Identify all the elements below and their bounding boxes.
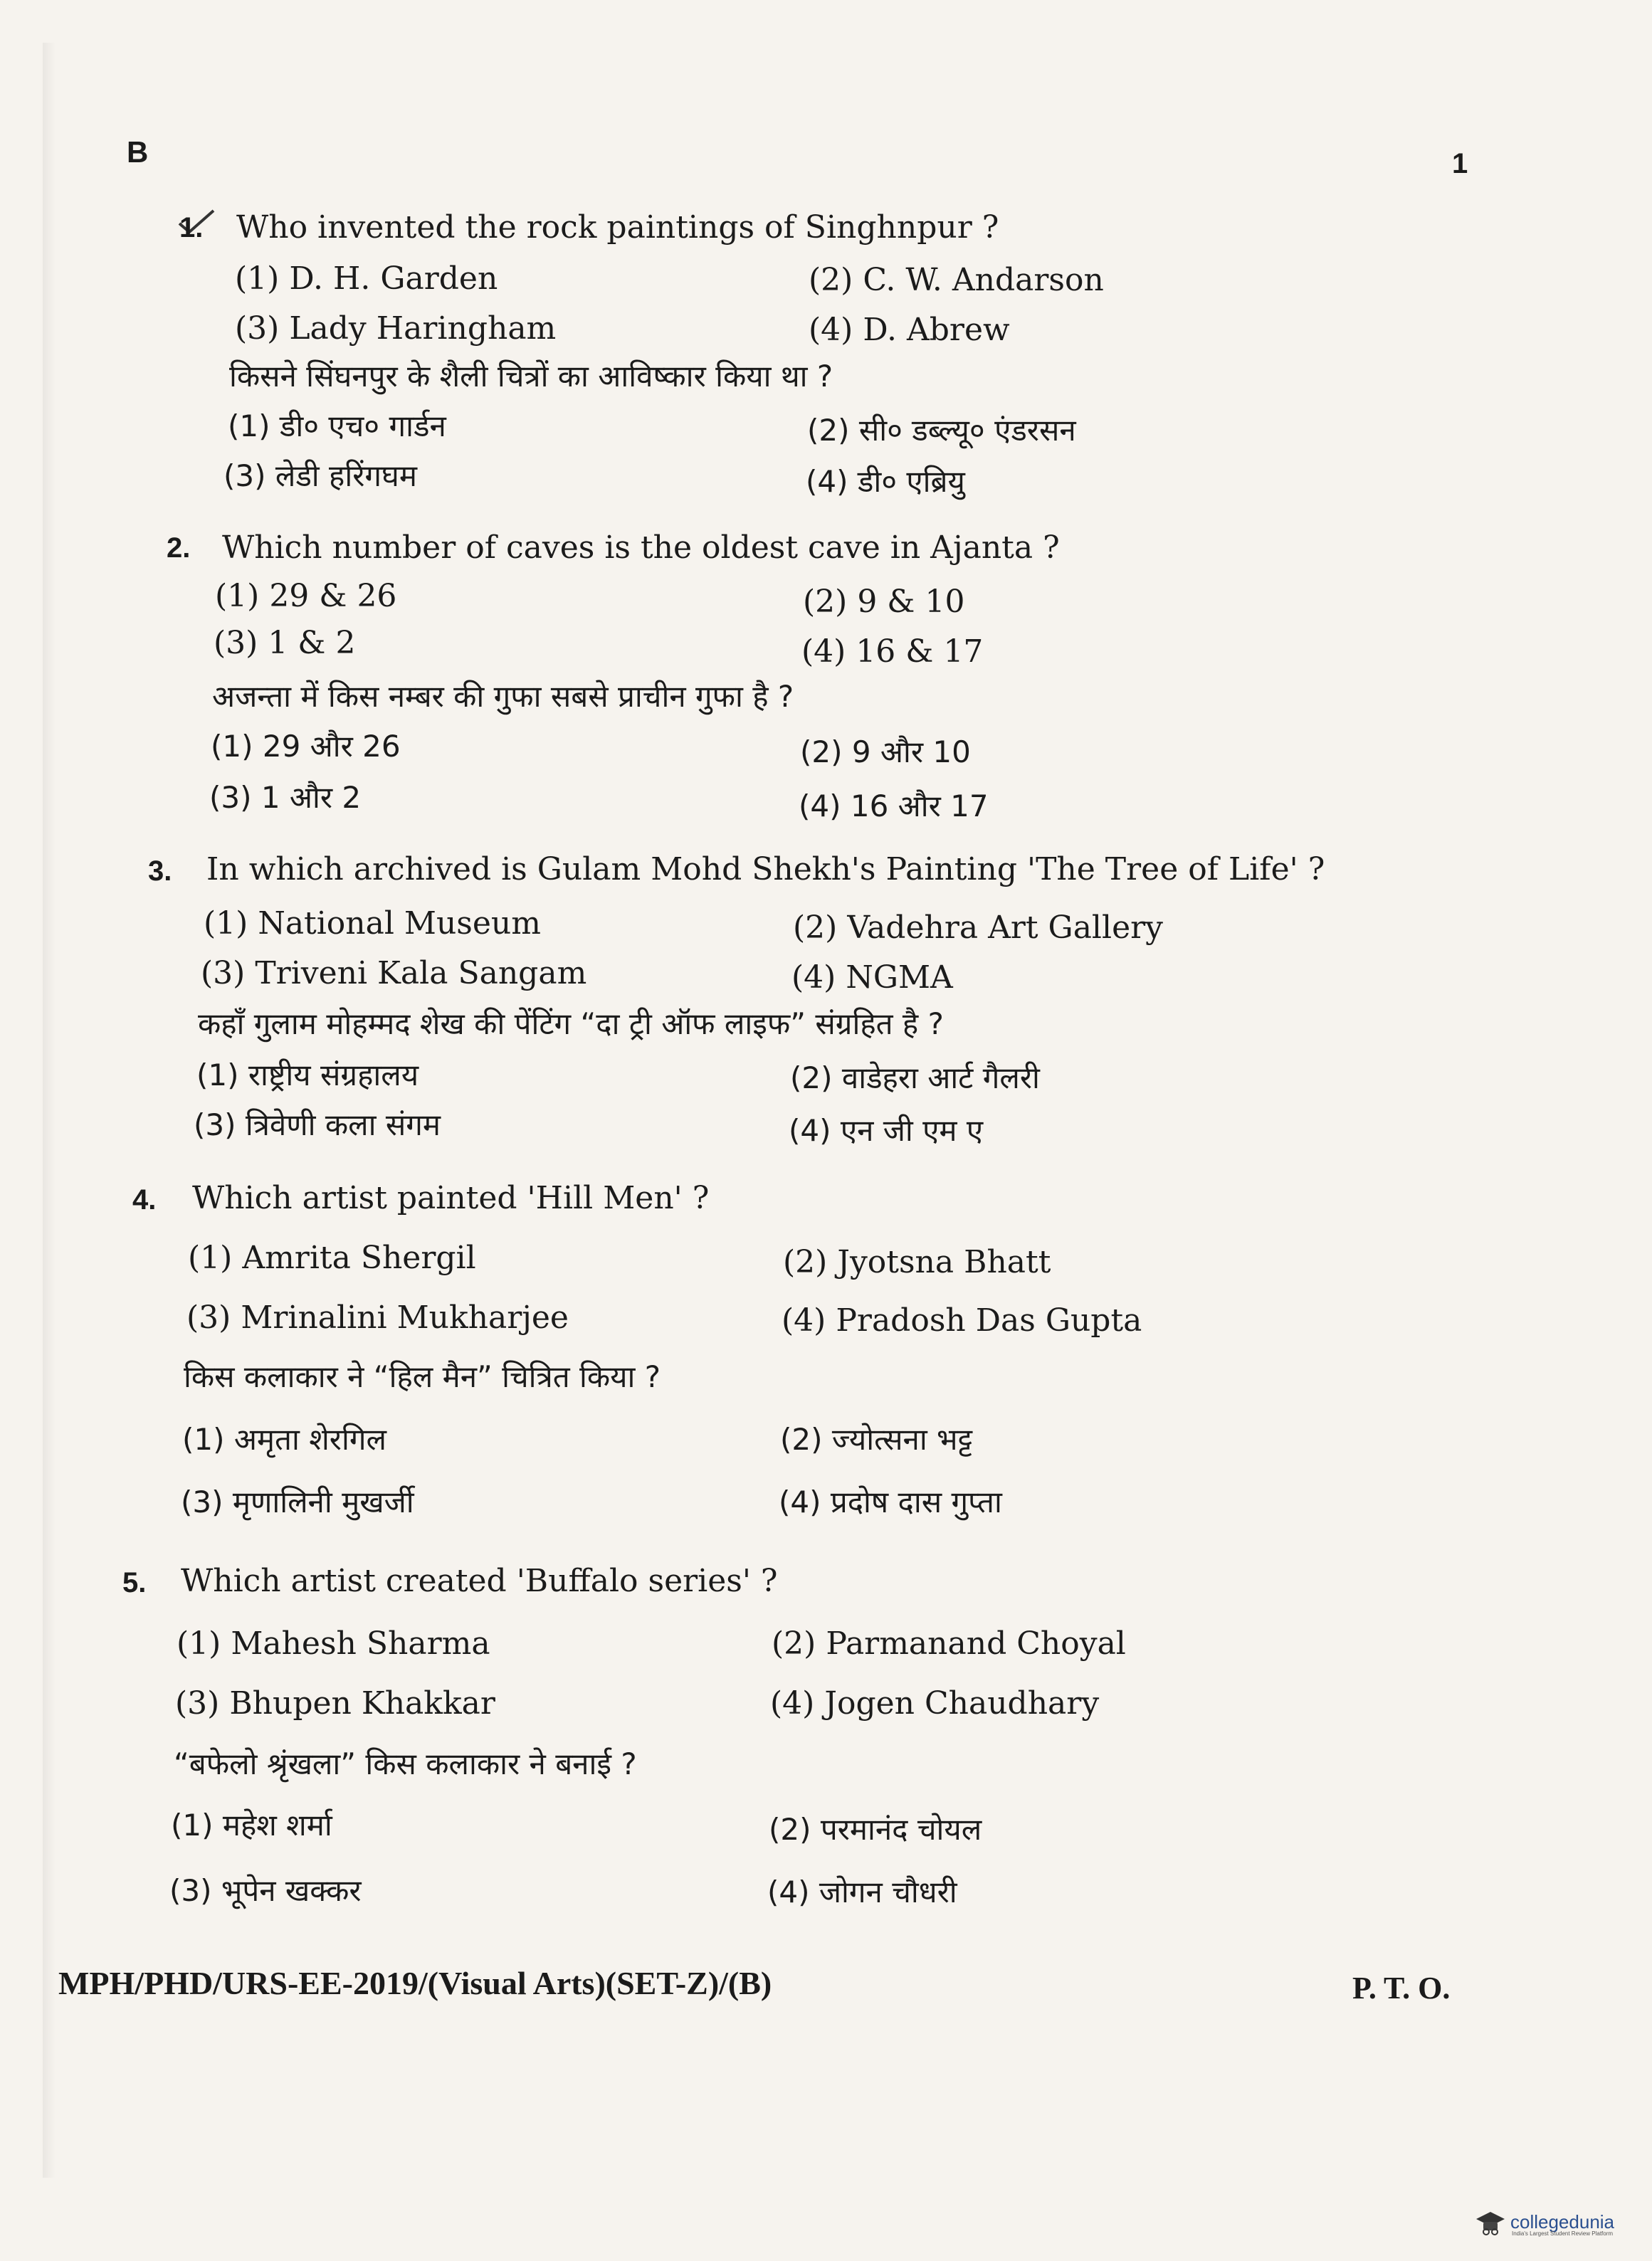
question-text-en: In which archived is Gulam Mohd Shekh's Painting 'The Tree of Life' ? (206, 851, 1325, 887)
option-hi: (1) राष्ट्रीय संग्रहालय (196, 1058, 419, 1092)
option-en: (4) D. Abrew (809, 312, 1010, 348)
option-en: (3) Triveni Kala Sangam (201, 955, 587, 991)
option-hi: (2) वाडेहरा आर्ट गैलरी (790, 1060, 1040, 1095)
question-text-en: Which number of caves is the oldest cave in Ajanta ? (222, 529, 1060, 566)
option-hi: (2) ज्योत्सना भट्ट (780, 1422, 973, 1457)
option-en: (1) Amrita Shergil (188, 1240, 476, 1276)
pto-label: P. T. O. (1352, 1971, 1451, 2006)
question-number: 2. (167, 532, 191, 564)
option-en: (3) Bhupen Khakkar (175, 1685, 495, 1722)
option-hi: (3) त्रिवेणी कला संगम (194, 1107, 441, 1142)
option-hi: (3) मृणालिनी मुखर्जी (181, 1485, 414, 1519)
question-number: 4. (132, 1184, 157, 1216)
option-hi: (2) परमानंद चोयल (769, 1812, 982, 1847)
question-text-en: Which artist painted 'Hill Men' ? (192, 1180, 710, 1216)
option-en: (2) Parmanand Choyal (772, 1625, 1126, 1662)
option-hi: (3) लेडी हरिंगघम (223, 458, 417, 493)
question-text-hi: अजन्ता में किस नम्बर की गुफा सबसे प्राचीन गुफा है ? (212, 679, 794, 714)
option-hi: (4) जोगन चौधरी (767, 1875, 957, 1909)
option-en: (2) Jyotsna Bhatt (783, 1244, 1051, 1280)
watermark-tagline: India's Largest Student Review Platform (1512, 2230, 1614, 2237)
option-en: (3) Lady Haringham (235, 310, 557, 347)
option-en: (1) Mahesh Sharma (177, 1625, 490, 1662)
question-number: 5. (122, 1567, 147, 1598)
question-text-hi: किसने सिंघनपुर के शैली चित्रों का आविष्कार किया था ? (229, 359, 833, 394)
question-text-hi: “बफेलो श्रृंखला” किस कलाकार ने बनाई ? (174, 1746, 637, 1781)
scan-shadow (43, 43, 56, 2178)
question-number: 3. (148, 855, 172, 887)
option-hi: (4) एन जी एम ए (789, 1113, 984, 1148)
option-hi: (3) भूपेन खक्कर (169, 1873, 362, 1908)
option-hi: (4) डी० एब्रियु (806, 464, 965, 499)
option-hi: (1) डी० एच० गार्डन (228, 409, 446, 443)
option-en: (2) Vadehra Art Gallery (793, 910, 1164, 946)
question-text-en: Which artist created 'Buffalo series' ? (181, 1563, 778, 1599)
option-en: (2) C. W. Andarson (809, 262, 1104, 298)
set-code: B (127, 135, 149, 169)
option-en: (4) Jogen Chaudhary (770, 1685, 1100, 1722)
option-en: (4) NGMA (791, 959, 953, 996)
question-number: 1. (179, 212, 204, 243)
option-hi: (2) 9 और 10 (800, 734, 971, 769)
option-hi: (1) 29 और 26 (211, 729, 401, 764)
option-en: (4) 16 & 17 (801, 633, 984, 670)
option-en: (3) 1 & 2 (214, 625, 356, 661)
option-en: (1) D. H. Garden (235, 260, 498, 297)
question-text-en: Who invented the rock paintings of Singhnpur ? (236, 209, 999, 246)
option-en: (2) 9 & 10 (803, 584, 965, 620)
question-text-hi: कहाँ गुलाम मोहम्मद शेख की पेंटिंग “दा ट्री ऑफ लाइफ” संग्रहित है ? (198, 1006, 944, 1041)
option-hi: (1) महेश शर्मा (171, 1808, 332, 1843)
watermark-brand: collegedunia (1510, 2210, 1615, 2233)
question-text-hi: किस कलाकार ने “हिल मैन” चित्रित किया ? (184, 1359, 661, 1394)
option-hi: (4) 16 और 17 (799, 789, 989, 823)
option-hi: (3) 1 और 2 (209, 780, 362, 815)
option-en: (3) Mrinalini Mukharjee (186, 1300, 569, 1336)
page-number: 1 (1452, 148, 1468, 179)
option-hi: (1) अमृता शेरगिल (182, 1422, 386, 1457)
option-hi: (2) सी० डब्ल्यू० एंडरसन (807, 413, 1076, 448)
option-en: (1) 29 & 26 (215, 578, 397, 614)
option-en: (4) Pradosh Das Gupta (782, 1302, 1142, 1339)
option-en: (1) National Museum (204, 905, 541, 942)
paper-code: MPH/PHD/URS-EE-2019/(Visual Arts)(SET-Z)/(B) (58, 1965, 772, 2001)
option-hi: (4) प्रदोष दास गुप्ता (779, 1485, 1002, 1519)
graduate-cap-icon (1475, 2208, 1506, 2236)
